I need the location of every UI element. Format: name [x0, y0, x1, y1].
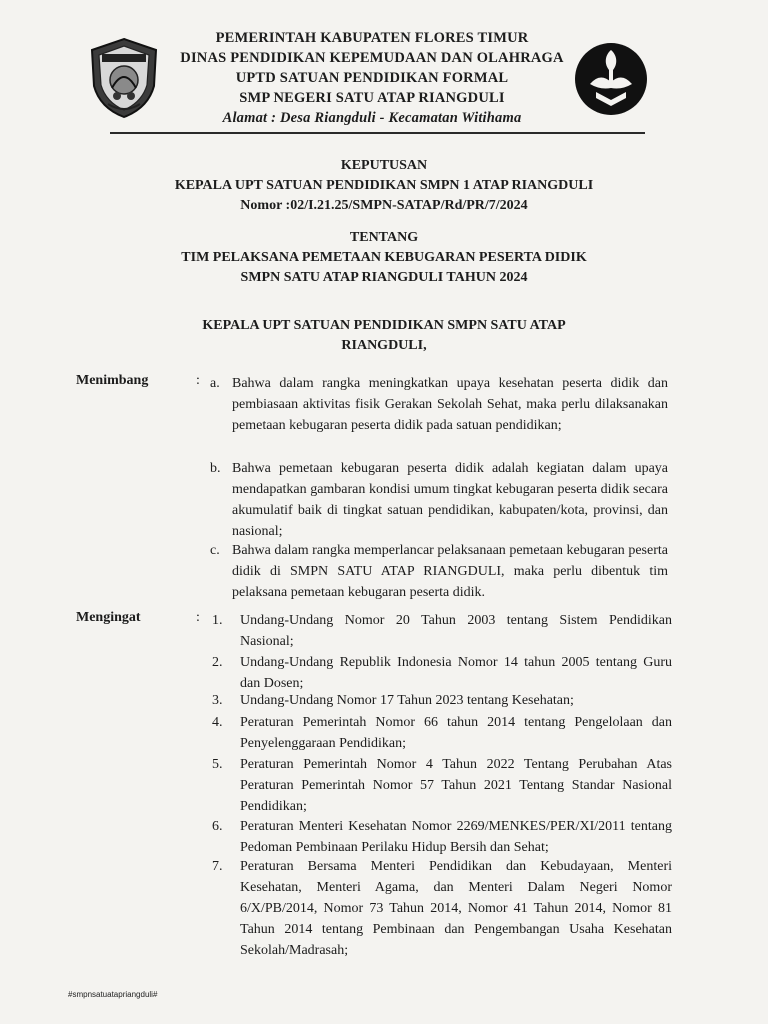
item-mark: 7.: [212, 859, 223, 874]
item-text: Bahwa pemetaan kebugaran peserta didik adalah kegiatan dalam upaya mendapatkan gambaran kondisi umum tingkat kebugaran peserta didik secara akumulatif baik di tingkat satuan pendidikan, kabupaten/kota, provinsi, dan nasional;: [232, 461, 668, 539]
item-text: Undang-Undang Republik Indonesia Nomor 14 tahun 2005 tentang Guru dan Dosen;: [240, 655, 672, 691]
letterhead-divider: [110, 132, 645, 134]
item-text: Bahwa dalam rangka meningkatkan upaya kesehatan peserta didik dan pembiasaan aktivitas fisik Gerakan Sekolah Sehat, maka perlu dilaksanakan pemetaan kebugaran peserta didik pada satuan pendidikan;: [232, 376, 668, 433]
letterhead: [150, 28, 594, 128]
decree-subject-line2: SMPN SATU ATAP RIANGDULI TAHUN 2024: [240, 270, 528, 285]
menimbang-label: Menimbang: [76, 373, 149, 388]
item-mark: 2.: [212, 655, 223, 670]
decree-subject-block: [0, 228, 768, 288]
decree-issuer: KEPALA UPT SATUAN PENDIDIKAN SMPN 1 ATAP RIANGDULI: [174, 178, 594, 193]
decree-head-line1: KEPALA UPT SATUAN PENDIDIKAN SMPN SATU ATAP: [202, 318, 566, 333]
item-mark: b.: [210, 461, 221, 476]
item-mark: 3.: [212, 693, 223, 708]
letterhead-address: Alamat : Desa Riangduli - Kecamatan Witihama: [222, 110, 522, 126]
letterhead-unit: UPTD SATUAN PENDIDIKAN FORMAL: [235, 70, 509, 86]
item-text: Peraturan Pemerintah Nomor 4 Tahun 2022 Tentang Perubahan Atas Peraturan Pemerintah Nomor 57 Tahun 2021 Tentang Standar Nasional Pendidikan;: [240, 757, 672, 814]
item-text: Peraturan Pemerintah Nomor 66 tahun 2014 tentang Pengelolaan dan Penyelenggaraan Pendidikan;: [240, 715, 672, 751]
decree-about-label: TENTANG: [349, 230, 419, 245]
footer-hashtag: #smpnsatuatapriangduli#: [68, 990, 158, 999]
decree-subject-line1: TIM PELAKSANA PEMETAAN KEBUGARAN PESERTA DIDIK: [181, 250, 587, 265]
item-text: Peraturan Bersama Menteri Pendidikan dan Kebudayaan, Menteri Kesehatan, Menteri Agama, dan Menteri Dalam Negeri Nomor 6/X/PB/2014, Nomor 73 Tahun 2014, Nomor 41 Tahun 2014, Nomor 81 Tahun 2014 tentang Pembinaan dan Pengembangan Usaha Kesehatan Sekolah/Madrasah;: [240, 859, 672, 958]
item-mark: 4.: [212, 715, 223, 730]
item-text: Peraturan Menteri Kesehatan Nomor 2269/MENKES/PER/XI/2011 tentang Pedoman Pembinaan Perilaku Hidup Bersih dan Sehat;: [240, 819, 672, 855]
mengingat-item: [212, 652, 672, 694]
mengingat-colon: :: [196, 610, 200, 625]
letterhead-department: DINAS PENDIDIKAN KEPEMUDAAN DAN OLAHRAGA: [180, 50, 564, 66]
item-text: Undang-Undang Nomor 20 Tahun 2003 tentang Sistem Pendidikan Nasional;: [240, 613, 672, 649]
tut-wuri-handayani-emblem-icon: [574, 42, 648, 116]
decree-head-block: [0, 316, 768, 356]
item-mark: 5.: [212, 757, 223, 772]
letterhead-government: PEMERINTAH KABUPATEN FLORES TIMUR: [215, 30, 529, 46]
item-text: Bahwa dalam rangka memperlancar pelaksanaan pemetaan kebugaran peserta didik di SMPN SATU ATAP RIANGDULI, maka perlu dibentuk tim pelaksana pemetaan kebugaran peserta didik.: [232, 543, 668, 600]
mengingat-item: [212, 816, 672, 858]
menimbang-item: [210, 458, 670, 542]
menimbang-item: [210, 373, 670, 457]
item-mark: 6.: [212, 819, 223, 834]
menimbang-colon: :: [196, 373, 200, 388]
item-mark: a.: [210, 376, 220, 391]
item-text: Undang-Undang Nomor 17 Tahun 2023 tentang Kesehatan;: [240, 693, 574, 708]
decree-title-block: [0, 156, 768, 216]
decree-head-line2: RIANGDULI,: [341, 338, 427, 353]
mengingat-item: [212, 712, 672, 754]
item-mark: 1.: [212, 613, 223, 628]
mengingat-label: Mengingat: [76, 610, 141, 625]
menimbang-item: [210, 540, 670, 603]
mengingat-item: [212, 856, 672, 961]
mengingat-item: [212, 690, 672, 711]
mengingat-item: [212, 754, 672, 817]
mengingat-item: [212, 610, 672, 652]
decree-heading: KEPUTUSAN: [340, 158, 428, 173]
letterhead-school: SMP NEGERI SATU ATAP RIANGDULI: [239, 90, 505, 106]
decree-number: Nomor :02/I.21.25/SMPN-SATAP/Rd/PR/7/2024: [240, 198, 528, 213]
item-mark: c.: [210, 543, 220, 558]
